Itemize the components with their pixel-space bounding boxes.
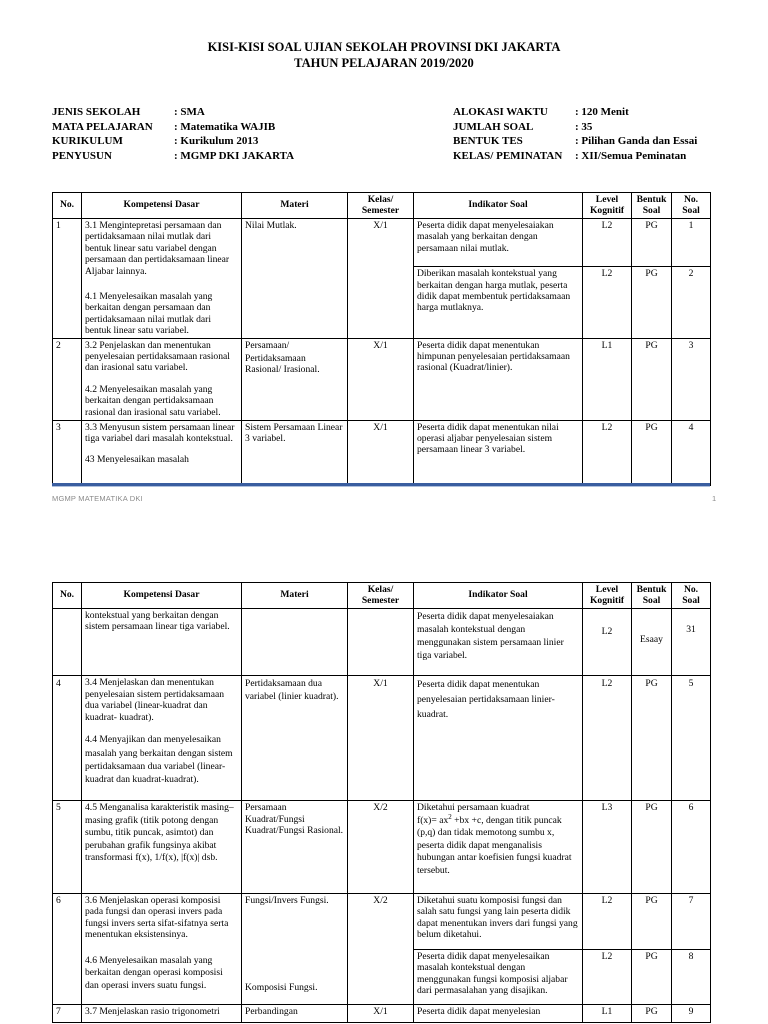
meta-penyusun: PENYUSUN : MGMP DKI JAKARTA bbox=[52, 149, 295, 162]
table-row: Diberikan masalah kontekstual yang berkaitan dengan harga mutlak, peserta didik dapat membentuk pertidaksamaan harga mutlaknya. L2 PG 2 bbox=[53, 267, 711, 338]
meta-kelas-peminatan: KELAS/ PEMINATAN : XII/Semua Peminatan bbox=[453, 149, 687, 162]
footer-organization: MGMP MATEMATIKA DKI bbox=[52, 494, 143, 503]
col-header-kelas: Kelas/ Semester bbox=[348, 193, 414, 219]
col-header-no-soal: No. Soal bbox=[672, 193, 711, 219]
col-header-kompetensi-dasar: Kompetensi Dasar bbox=[82, 583, 242, 609]
table-header-row bbox=[53, 583, 711, 609]
meta-mata-pelajaran: MATA PELAJARAN : Matematika WAJIB bbox=[52, 120, 276, 133]
meta-alokasi-waktu: ALOKASI WAKTU : 120 Menit bbox=[453, 106, 629, 118]
meta-jenis-sekolah: JENIS SEKOLAH : SMA bbox=[52, 106, 205, 118]
meta-bentuk-tes: BENTUK TES : Pilihan Ganda dan Essai bbox=[453, 135, 698, 148]
col-header-indikator: Indikator Soal bbox=[414, 193, 583, 219]
table-row: 5 4.5 Menganalisa karakteristik masing–masing grafik (titik potong dengan sumbu, titik puncak, asimtot) dan perubahan grafik fungsinya akibat transformasi f(x), 1/f(x), |f(x)| dsb. Persamaan Kuadrat/Fungsi Kuadrat/Fungsi Rasional. X/2 Diketahui persamaan kuadrat $f(x)= ax^2 +bx +c$, dengan titik puncak (p,q) dan tidak memotong sumbu x, peserta didik dapat menganalisis hubungan antar koefisien fungsi kuadrat tersebut. L3 PG 6 bbox=[53, 801, 711, 894]
col-header-materi: Materi bbox=[242, 193, 348, 219]
col-header-no: No. bbox=[53, 193, 82, 219]
footer-divider-light bbox=[52, 486, 710, 487]
col-header-no: No. bbox=[53, 583, 82, 609]
col-header-materi: Materi bbox=[242, 583, 348, 609]
col-header-bentuk: Bentuk Soal bbox=[632, 583, 672, 609]
meta-right bbox=[453, 105, 697, 163]
table-row: kontekstual yang berkaitan dengan sistem persamaan linear tiga variabel. Peserta didik dapat menyelesaiakan masalah kontekstual dengan menggunakan sistem persamaan linier tiga variabel. L2 Esaay 31 bbox=[53, 609, 711, 676]
document-title: KISI-KISI SOAL UJIAN SEKOLAH PROVINSI DKI JAKARTA bbox=[207, 40, 561, 54]
meta-jumlah-soal: JUMLAH SOAL : 35 bbox=[453, 120, 593, 133]
table-row: 2 3.2 Penjelaskan dan menentukan penyelesaian pertidaksamaan rasional dan irasional satu variabel. 4.2 Menyelesaikan masalah yang berkaitan dengan pertidaksamaan rasional dan irasional satu variabel. Persamaan/ Pertidaksamaan Rasional/ Irasional. X/1 Peserta didik dapat menentukan himpunan penyelesaian pertidaksamaan rasional (Kuadrat/linier). L1 PG 3 bbox=[53, 338, 711, 420]
col-header-level: Level Kognitif bbox=[583, 193, 632, 219]
col-header-kelas: Kelas/ Semester bbox=[348, 583, 414, 609]
kisi-table-page-2 bbox=[52, 582, 711, 1023]
table-row: 7 3.7 Menjelaskan rasio trigonometri Perbandingan X/1 Peserta didik dapat menyelesian L1 PG 9 bbox=[53, 1005, 711, 1023]
col-header-bentuk: Bentuk Soal bbox=[632, 193, 672, 219]
table-row: 3 3.3 Menyusun sistem persamaan linear tiga variabel dari masalah kontekstual. 43 Menyelesaikan masalah Sistem Persamaan Linear 3 variabel. X/1 Peserta didik dapat menentukan nilai operasi aljabar penyelesaian sistem persamaan linear 3 variabel. L2 PG 4 bbox=[53, 420, 711, 485]
footer-page-number: 1 bbox=[712, 494, 717, 503]
col-header-no-soal: No. Soal bbox=[672, 583, 711, 609]
col-header-indikator: Indikator Soal bbox=[414, 583, 583, 609]
kisi-table-page-1 bbox=[52, 192, 711, 486]
table-header-row bbox=[53, 193, 711, 219]
table-row: 6 3.6 Menjelaskan operasi komposisi pada fungsi dan operasi invers pada fungsi invers serta sifat-sifatnya serta menentukan eksistensinya. 4.6 Menyelesaikan masalah yang berkaitan dengan operasi komposisi dan operasi invers suatu fungsi. Fungsi/Invers Fungsi. Komposisi Fungsi. X/2 Diketahui suatu komposisi fungsi dan salah satu fungsi yang lain peserta didik dapat menentukan invers dari fungsi yang belum diketahui. L2 PG 7 bbox=[53, 894, 711, 950]
document-subtitle: TAHUN PELAJARAN 2019/2020 bbox=[294, 56, 474, 70]
meta-left bbox=[52, 105, 294, 163]
meta-kurikulum: KURIKULUM : Kurikulum 2013 bbox=[52, 135, 259, 148]
col-header-level: Level Kognitif bbox=[583, 583, 632, 609]
table-row: 4 3.4 Menjelaskan dan menentukan penyelesaian sistem pertidaksamaan dua variabel (linear-kuadrat dan kuadrat- kuadrat). 4.4 Menyajikan dan menyelesaikan masalah yang berkaitan dengan sistem pertidaksamaan dua variabel (linear-kuadrat dan kuadrat-kuadrat). Pertidaksamaan dua variabel (linier kuadrat). X/1 Peserta didik dapat menentukan penyelesaian pertidaksamaan linier-kuadrat. L2 PG 5 bbox=[53, 676, 711, 801]
table-row: 1 3.1 Mengintepretasi persamaan dan pertidaksamaan nilai mutlak dari bentuk linear satu variabel dengan persamaan dan pertidaksamaan linear Aljabar lainnya. 4.1 Menyelesaikan masalah yang berkaitan dengan persamaan dan pertidaksamaan nilai mutlak dari bentuk linear satu variabel. Nilai Mutlak. X/1 Peserta didik dapat menyelesaiakan masalah yang berkaitan dengan persamaan nilai mutlak. L2 PG 1 bbox=[53, 219, 711, 267]
table-row: Peserta didik dapat menyelesaikan masalah kontekstual dengan menggunakan fungsi komposisi aljabar dari permasalahan yang disajikan. L2 PG 8 bbox=[53, 950, 711, 1005]
col-header-kompetensi-dasar: Kompetensi Dasar bbox=[82, 193, 242, 219]
